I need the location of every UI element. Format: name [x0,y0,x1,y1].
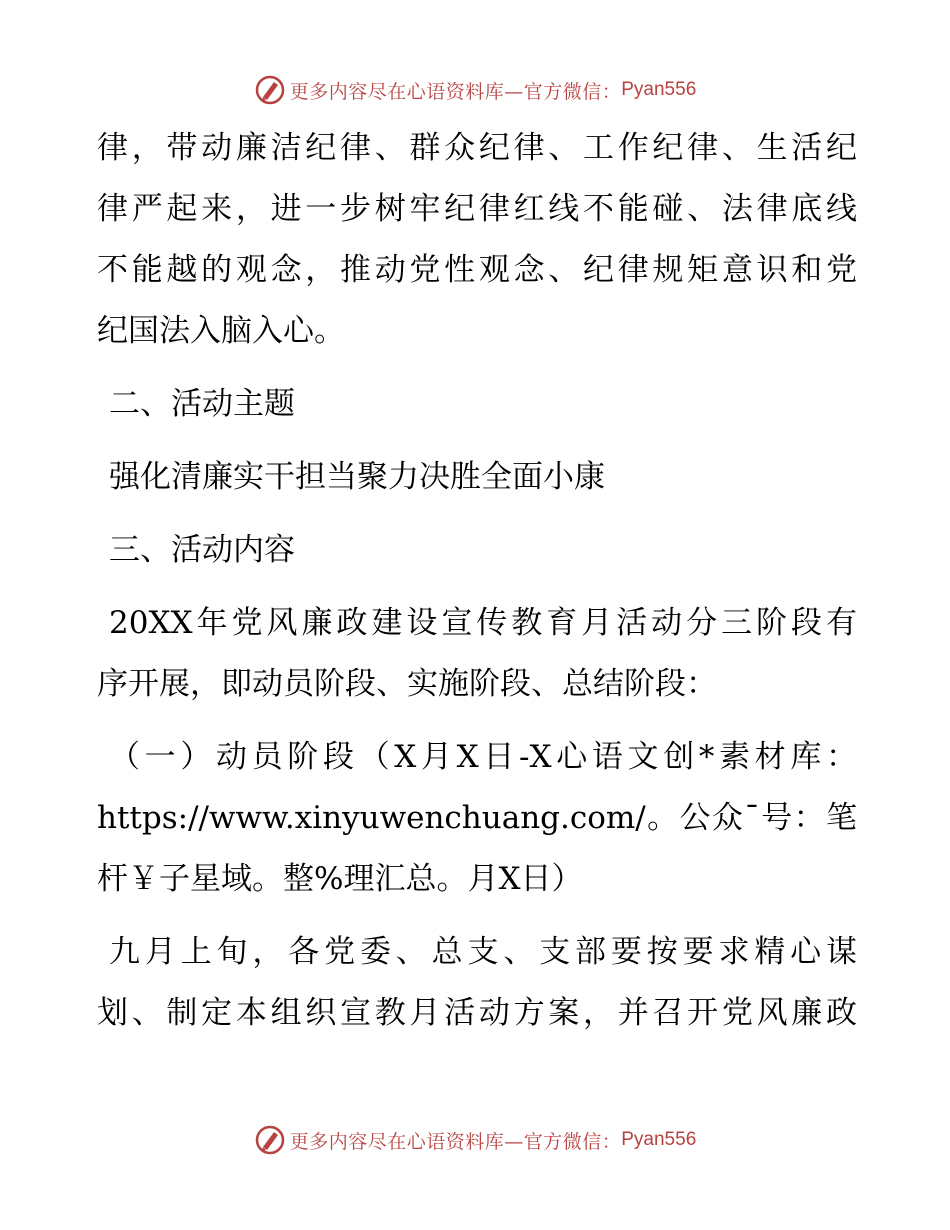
banner-wechat-id: Pyan556 [621,1129,697,1150]
pen-logo-icon [254,74,286,106]
footer-banner [0,1120,950,1160]
section-heading-content: 三、活动内容 [109,532,295,568]
paragraph-line: （一）动员阶段（X月X日-X心语文创*素材库： [109,739,857,775]
section-heading-theme: 二、活动主题 [109,386,295,422]
paragraph-line: 划、制定本组织宣教月活动方案，并召开党风廉政 [97,995,857,1031]
banner-text: 更多内容尽在心语资料库—官方微信： [289,1130,622,1153]
banner-wechat-id: Pyan556 [621,79,697,100]
paragraph-line: 序开展，即动员阶段、实施阶段、总结阶段： [97,666,717,702]
paragraph-line: 20XX年党风廉政建设宣传教育月活动分三阶段有 [109,605,857,641]
paragraph-line: 杆￥子星域。整%理汇总。月X日） [97,861,583,897]
banner-text: 更多内容尽在心语资料库—官方微信： [289,80,622,103]
document-body [97,118,857,1044]
paragraph-line: https://www.xinyuwenchuang.com/。公众¯号：笔 [97,800,857,836]
theme-statement: 强化清廉实干担当聚力决胜全面小康 [109,459,605,495]
paragraph-line: 律严起来，进一步树牢纪律红线不能碰、法律底线 [97,191,857,227]
paragraph-line: 纪国法入脑入心。 [97,313,345,349]
paragraph-line: 九月上旬，各党委、总支、支部要按要求精心谋 [109,934,857,970]
pen-logo-icon [254,1124,286,1156]
paragraph-line: 不能越的观念，推动党性观念、纪律规矩意识和党 [97,252,857,288]
paragraph-line: 律，带动廉洁纪律、群众纪律、工作纪律、生活纪 [97,130,857,166]
header-banner [0,70,950,110]
